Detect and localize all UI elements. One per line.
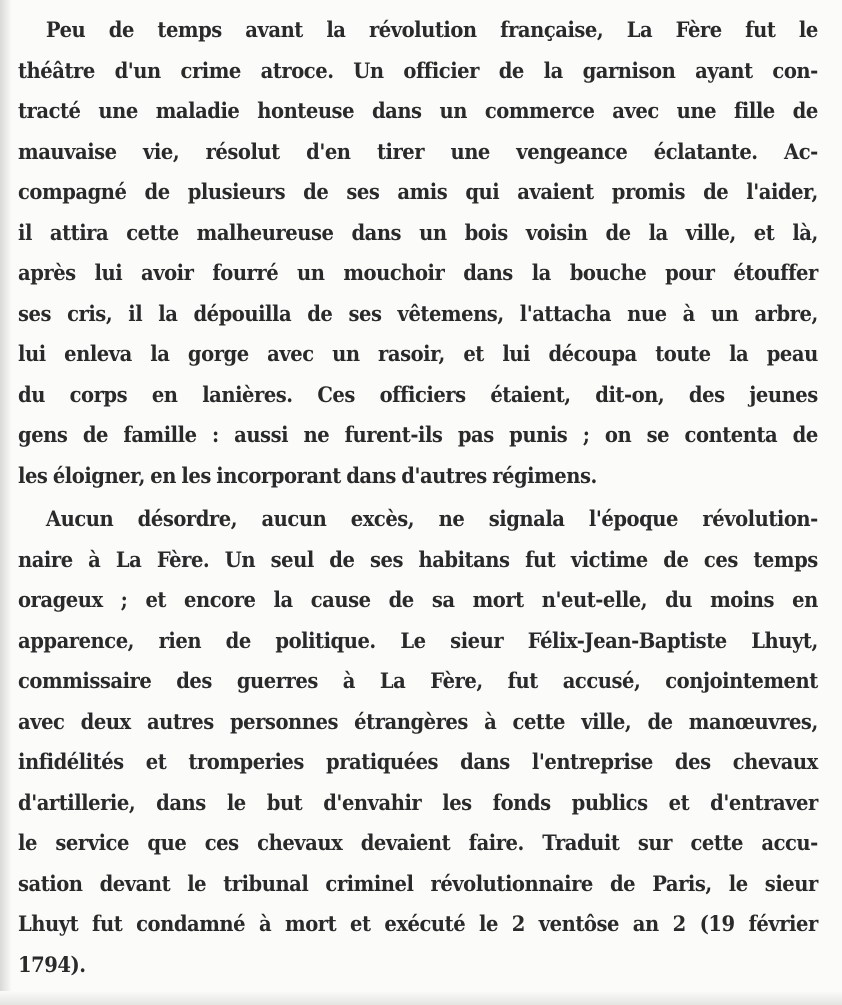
text-line: 1794). <box>18 951 86 977</box>
text-line: naire à La Fère. Un seul de ses habitans fut victime de ces temps <box>18 546 818 572</box>
text-line: d'artillerie, dans le but d'envahir les fonds publics et d'entraver <box>18 789 818 815</box>
scan-shadow-bottom <box>0 991 842 1005</box>
text-line: il attira cette malheureuse dans un bois voisin de la ville, et là, <box>18 219 818 245</box>
text-line: Aucun désordre, aucun excès, ne signala l'époque révolution- <box>45 506 818 531</box>
text-block <box>18 10 818 985</box>
text-line: sation devant le tribunal criminel révolutionnaire de Paris, le sieur <box>18 870 818 896</box>
text-line: ses cris, il la dépouilla de ses vêtemens, l'attacha nue à un arbre, <box>18 300 818 326</box>
text-line: lui enleva la gorge avec un rasoir, et lui découpa toute la peau <box>18 341 818 366</box>
text-line: avec deux autres personnes étrangères à cette ville, de manœuvres, <box>18 708 818 734</box>
text-line: apparence, rien de politique. Le sieur Félix-Jean-Baptiste Lhuyt, <box>18 627 818 653</box>
text-line: Peu de temps avant la révolution française, La Fère fut le <box>45 17 818 42</box>
text-line: le service que ces chevaux devaient faire. Traduit sur cette accu- <box>18 830 818 855</box>
text-line: Lhuyt fut condamné à mort et exécuté le 2 ventôse an 2 (19 février <box>18 911 818 936</box>
paragraph-crime <box>18 10 818 496</box>
text-line: tracté une maladie honteuse dans un commerce avec une fille de <box>18 98 818 123</box>
scan-shadow-left <box>0 0 12 1005</box>
text-line: commissaire des guerres à La Fère, fut accusé, conjointement <box>18 668 818 693</box>
text-line: mauvaise vie, résolut d'en tirer une vengeance éclatante. Ac- <box>18 138 818 164</box>
paragraph-revolution <box>18 499 818 985</box>
text-line: gens de famille : aussi ne furent-ils pas punis ; on se contenta de <box>18 422 818 447</box>
text-line: après lui avoir fourré un mouchoir dans la bouche pour étouffer <box>18 260 818 285</box>
text-line: du corps en lanières. Ces officiers étaient, dit-on, des jeunes <box>18 381 818 407</box>
text-line: théâtre d'un crime atroce. Un officier de la garnison ayant con- <box>18 57 818 83</box>
text-line: infidélités et tromperies pratiquées dans l'entreprise des chevaux <box>18 749 818 774</box>
text-line: compagné de plusieurs de ses amis qui avaient promis de l'aider, <box>18 179 818 204</box>
text-line: les éloigner, en les incorporant dans d'autres régimens. <box>18 462 597 488</box>
text-line: orageux ; et encore la cause de sa mort n'eut-elle, du moins en <box>18 587 818 612</box>
